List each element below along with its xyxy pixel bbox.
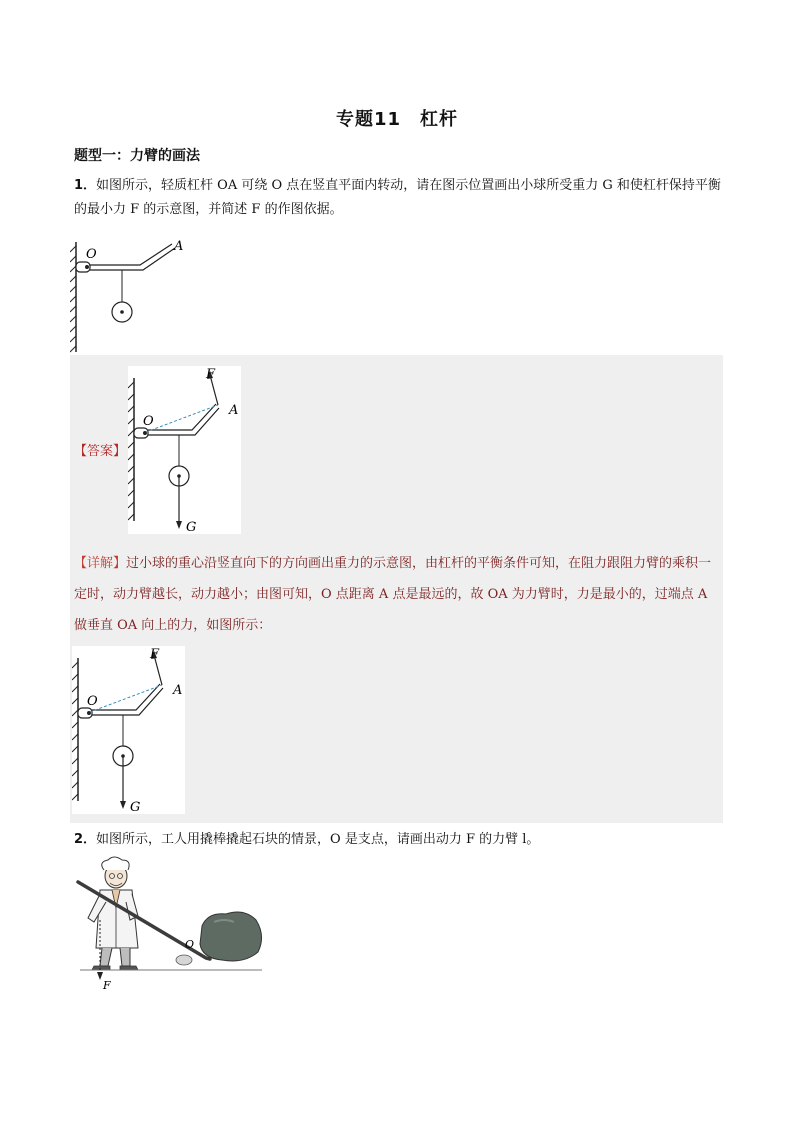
lever-figure-question bbox=[70, 236, 200, 356]
answer-label-a: A bbox=[229, 403, 239, 418]
detail-label-g: G bbox=[130, 800, 141, 814]
page-title: 专题11 杠杆 bbox=[335, 109, 459, 130]
label-end-a: A bbox=[174, 239, 184, 254]
detail-figure-box bbox=[72, 646, 185, 814]
section-heading: 题型一：力臂的画法 bbox=[74, 148, 200, 164]
label-pivot-o: O bbox=[86, 247, 97, 262]
answer-label: 【答案】 bbox=[74, 444, 127, 459]
question-1 bbox=[74, 174, 724, 222]
detail-label-a: A bbox=[173, 683, 183, 698]
answer-label-g: G bbox=[186, 520, 197, 534]
crowbar-label-f: F bbox=[103, 979, 111, 992]
lever-figure-answer bbox=[128, 366, 241, 534]
answer-figure-box bbox=[128, 366, 241, 534]
answer-detail bbox=[74, 548, 722, 641]
question-2 bbox=[74, 828, 724, 852]
question-1-text: 如图所示，轻质杠杆 OA 可绕 O 点在竖直平面内转动，请在图示位置画出小球所受重力 G 和使杠杆保持平衡的最小力 F 的示意图，并简述 F 的作图依据。 bbox=[74, 178, 721, 217]
crowbar-figure bbox=[74, 856, 266, 992]
detail-label-f: F bbox=[150, 647, 160, 662]
detail-label: 【详解】 bbox=[74, 556, 127, 571]
crowbar-label-o: O bbox=[185, 938, 195, 951]
question-2-number: 2． bbox=[74, 832, 97, 847]
detail-text: 过小球的重心沿竖直向下的方向画出重力的示意图，由杠杆的平衡条件可知，在阻力跟阻力臂的乘积一定时，动力臂越长，动力越小；由图可知，O 点距离 A 点是最远的，故 OA 为力臂时，力是最小的，过端点 A 做垂直 OA 向上的力，如图所示： bbox=[74, 556, 712, 633]
question-1-number: 1． bbox=[74, 178, 97, 193]
lever-figure-detail bbox=[72, 646, 185, 814]
detail-label-o: O bbox=[87, 694, 98, 709]
question-2-text: 如图所示，工人用撬棒撬起石块的情景，O 是支点，请画出动力 F 的力臂 l。 bbox=[96, 832, 540, 847]
answer-label-o: O bbox=[143, 414, 154, 429]
answer-label-f: F bbox=[206, 367, 216, 382]
